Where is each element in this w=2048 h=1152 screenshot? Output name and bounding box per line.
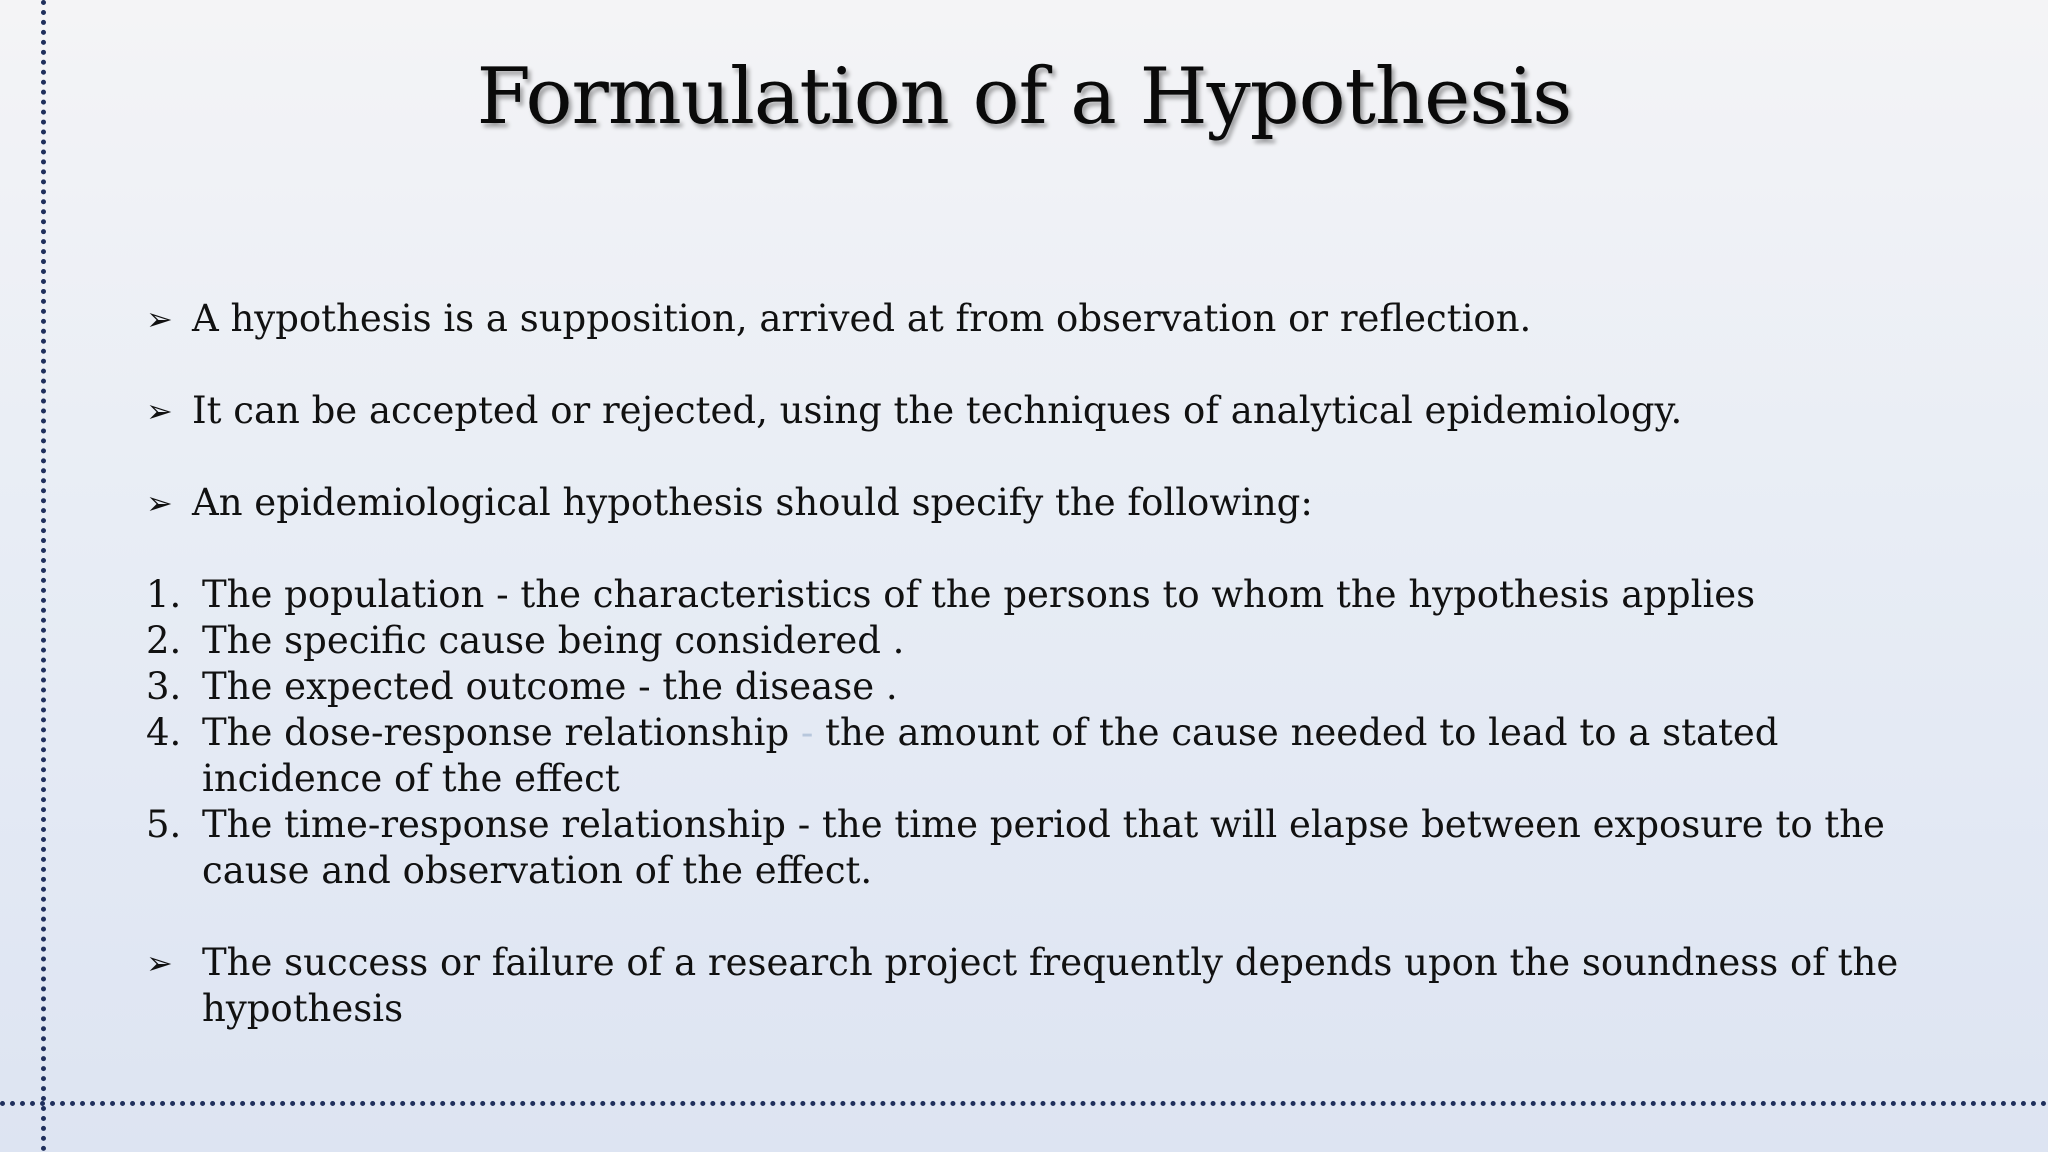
bullet-text: The success or failure of a research project frequently depends upon the soundness of the	[202, 941, 1899, 984]
bullet-text: An epidemiological hypothesis should specify the following:	[192, 481, 1313, 524]
item-text-part: The dose-response relationship	[202, 711, 790, 754]
item-number: 4.	[146, 711, 182, 754]
left-dotted-border	[41, 0, 46, 1152]
arrow-bullet-icon: ➢	[146, 944, 173, 982]
bullet-text: A hypothesis is a supposition, arrived at from observation or reflection.	[192, 297, 1532, 340]
item-text: The population - the characteristics of the persons to whom the hypothesis applies	[202, 573, 1756, 616]
item-text	[202, 710, 1778, 756]
item-text-continuation: cause and observation of the effect.	[202, 849, 873, 892]
arrow-bullet-icon: ➢	[146, 300, 173, 338]
item-text-continuation: incidence of the effect	[202, 757, 620, 800]
item-number: 5.	[146, 803, 182, 846]
item-text-part: the amount of the cause needed to lead to a stated	[825, 711, 1779, 754]
item-number: 1.	[146, 573, 182, 616]
arrow-bullet-icon: ➢	[146, 392, 173, 430]
faint-dash: -	[789, 711, 826, 754]
slide-title: Formulation of a Hypothesis	[476, 52, 1572, 142]
item-text: The expected outcome - the disease .	[202, 665, 898, 708]
arrow-bullet-icon: ➢	[146, 484, 173, 522]
bullet-text-continuation: hypothesis	[202, 987, 404, 1030]
item-text: The time-response relationship - the time period that will elapse between exposure to the	[202, 803, 1885, 846]
bullet-text: It can be accepted or rejected, using the techniques of analytical epidemiology.	[192, 389, 1683, 432]
item-text: The specific cause being considered .	[202, 619, 905, 662]
item-number: 3.	[146, 665, 182, 708]
bottom-dotted-border	[0, 1101, 2048, 1106]
item-number: 2.	[146, 619, 182, 662]
